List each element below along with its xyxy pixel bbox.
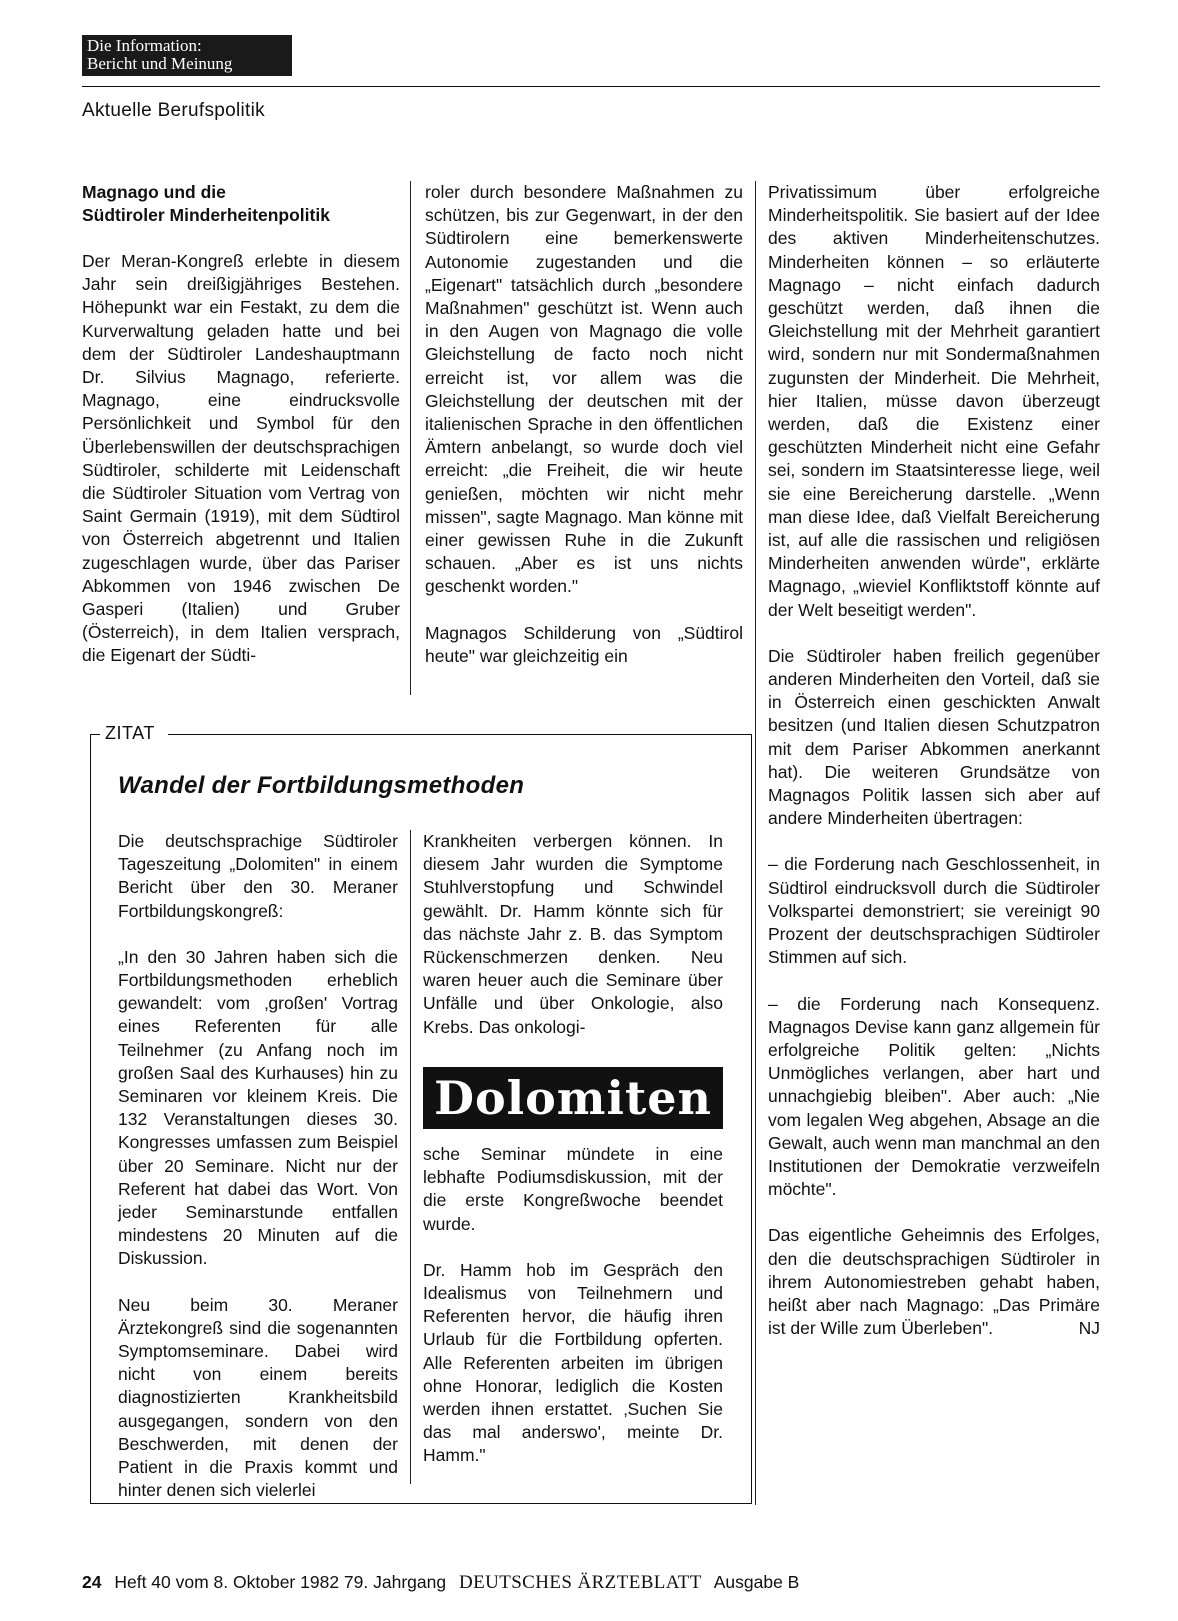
- paragraph: Die deutschsprachige Südtiroler Tageszeitung „Dolomiten" in einem Bericht über den 30. Meraner Fortbildungskongreß:: [118, 831, 398, 921]
- headline-line2: Südtiroler Minderheitenpolitik: [82, 205, 330, 225]
- paragraph: Die Südtiroler haben freilich gegenüber anderen Minderheiten den Vorteil, daß sie in Österreich einen geschickten Anwalt besitzen (und Italien diesen Schutzpatron mit dem Pariser Abkommen anerkannt hat). Die weiteren Grundsätze von Magnagos Politik lassen sich aber auf andere Minderheiten übertragen:: [768, 645, 1100, 829]
- headline-line1: Magnago und die: [82, 182, 226, 202]
- page-number: 24: [82, 1572, 102, 1592]
- article-headline: [82, 181, 400, 227]
- quote-column-2: [423, 830, 723, 1062]
- rubric-label: [82, 35, 292, 76]
- paragraph: Der Meran-Kongreß erlebte in diesem Jahr sein dreißigjähriges Bestehen. Höhepunkt war ein Festakt, zu dem die Kurverwaltung geladen hatte und bei dem der Südtiroler Landeshauptmann Dr. Silvius Magnago, referierte. Magnago, eine eindrucksvolle Persönlichkeit und Symbol für den Überlebenswillen der deutschsprachigen Südtiroler, schilderte mit Leidenschaft die Südtiroler Situation vom Vertrag von Saint Germain (1919), mit dem Südtirol von Österreich abgetrennt und Italien zugeschlagen wurde, über das Pariser Abkommen von 1946 zwischen De Gasperi (Italien) und Gruber (Österreich), in dem Italien versprach, die Eigenart der Südti-: [82, 251, 400, 666]
- article-column-2: [425, 181, 743, 691]
- paragraph: – die Forderung nach Geschlossenheit, in Südtirol eindrucksvoll durch die Südtiroler Volkspartei demonstriert; sie vereinigt 90 Prozent der deutschsprachigen Südtiroler Stimmen auf sich.: [768, 854, 1100, 968]
- article-column-3: [768, 181, 1100, 1363]
- author-signature: NJ: [1078, 1318, 1100, 1339]
- column-divider: [755, 181, 756, 1505]
- quote-title: Wandel der Fortbildungsmethoden: [118, 772, 525, 799]
- quote-column-1: [118, 830, 398, 1525]
- quote-box-tick: [90, 734, 100, 735]
- paragraph: [768, 1224, 1100, 1340]
- rubric-label-line2: Bericht und Meinung: [87, 54, 233, 73]
- rubric-label-line1: Die Information:: [87, 36, 202, 55]
- paragraph-text: Das eigentliche Geheimnis des Erfolges, den die deutschsprachigen Südtiroler in ihrem Autonomiestreben gehabt haben, heißt aber nach Magnago: „Das Primäre ist der Wille zum Überleben".: [768, 1225, 1100, 1339]
- header-rule: [82, 86, 1100, 87]
- edition: Ausgabe B: [713, 1572, 800, 1592]
- quote-box-topline: [168, 734, 752, 735]
- section-title: Aktuelle Berufspolitik: [82, 100, 265, 121]
- dolomiten-logo: Dolomiten: [423, 1067, 723, 1129]
- paragraph: „In den 30 Jahren haben sich die Fortbildungsmethoden erheblich gewandelt: vom ‚großen' Vortrag eines Referenten für alle Teilnehmer (zu Anfang noch im großen Saal des Kurhauses) hin zu Seminaren vor kleinem Kreis. Die 132 Veranstaltungen dieses 30. Kongresses umfassen zum Beispiel über 20 Seminare. Nicht nur der Referent hat dabei das Wort. Von jeder Seminarstunde entfallen mindestens 20 Minuten auf die Diskussion.: [118, 946, 398, 1269]
- journal-name: DEUTSCHES ÄRZTEBLATT: [458, 1572, 702, 1593]
- paragraph: roler durch besondere Maßnahmen zu schützen, bis zur Gegenwart, in der den Südtirolern eine bemerkenswerte Autonomie zugestanden und die „Eigenart" tatsächlich durch „besondere Maßnahmen" geschützt ist. Wenn auch in den Augen von Magnago die volle Gleichstellung de facto noch nicht erreicht ist, vor allem was die Gleichstellung der deutschen mit der italienischen Sprache in den öffentlichen Ämtern anbelangt, so wurde doch viel erreicht: „die Freiheit, die wir heute genießen, möchten wir nicht mehr missen", sagte Magnago. Man könne mit einer gewissen Ruhe in die Zukunft schauen. „Aber es ist uns nichts geschenkt worden.": [425, 182, 743, 597]
- paragraph: Krankheiten verbergen können. In diesem Jahr wurden die Symptome Stuhlverstopfung und Schwindel gewählt. Dr. Hamm könnte sich für das nächste Jahr z. B. das Symptom Rückenschmerzen denken. Neu waren heuer auch die Seminare über Unfälle und über Onkologie, also Krebs. Das onkologi-: [423, 831, 723, 1037]
- article-column-1: [82, 181, 400, 691]
- paragraph: sche Seminar mündete in eine lebhafte Podiumsdiskussion, mit der die erste Kongreßwoche beendet wurde.: [423, 1144, 723, 1234]
- paragraph: Privatissimum über erfolgreiche Minderheitspolitik. Sie basiert auf der Idee des aktiven Minderheitenschutzes. Minderheiten können – so erläuterte Magnago – nicht einfach dadurch geschützt werden, daß ihnen die Gleichstellung mit der Mehrheit garantiert wird, sondern nur mit Sondermaßnahmen zugunsten der Minderheit. Die Mehrheit, hier Italien, müsse davon überzeugt werden, daß die Existenz einer geschützten Minderheit nicht eine Gefahr sei, sondern im Staatsinteresse liege, weil sie eine Bereicherung darstelle. „Wenn man diese Idee, daß Vielfalt Bereicherung ist, auf alle die rassischen und religiösen Minderheiten anwenden würde", erklärte Magnago, „wieviel Konfliktstoff könnte auf der Welt beseitigt werden".: [768, 182, 1100, 620]
- paragraph: Dr. Hamm hob im Gespräch den Idealismus von Teilnehmern und Referenten hervor, die häufig ihren Urlaub für die Fortbildung opferten. Alle Referenten arbeiten im übrigen ohne Honorar, lediglich die Kosten werden ihnen erstattet. ‚Suchen Sie das mal anderswo', meinte Dr. Hamm.": [423, 1259, 723, 1466]
- column-divider: [410, 181, 411, 695]
- quote-label: ZITAT: [105, 723, 155, 743]
- quote-column-divider: [410, 830, 411, 1484]
- page-footer: [82, 1572, 799, 1594]
- quote-column-2-continued: [423, 1143, 723, 1491]
- paragraph: Magnagos Schilderung von „Südtirol heute" war gleichzeitig ein: [425, 622, 743, 666]
- paragraph: Neu beim 30. Meraner Ärztekongreß sind die sogenannten Symptomseminare. Dabei wird nicht von einem bereits diagnostizierten Krankheitsbild ausgegangen, sondern von den Beschwerden, mit denen der Patient in die Praxis kommt und hinter denen sich vielerlei: [118, 1294, 398, 1501]
- issue-info: Heft 40 vom 8. Oktober 1982 79. Jahrgang: [114, 1572, 447, 1592]
- paragraph: – die Forderung nach Konsequenz. Magnagos Devise kann ganz allgemein für erfolgreiche Politik gelten: „Nichts Unmögliches verlangen, aber hart und unnachgiebig bleiben". Aber auch: „Nie vom legalen Weg abgehen, Absage an die Gewalt, auch wenn man manchmal an den Institutionen der Demokratie verzweifeln möchte".: [768, 993, 1100, 1200]
